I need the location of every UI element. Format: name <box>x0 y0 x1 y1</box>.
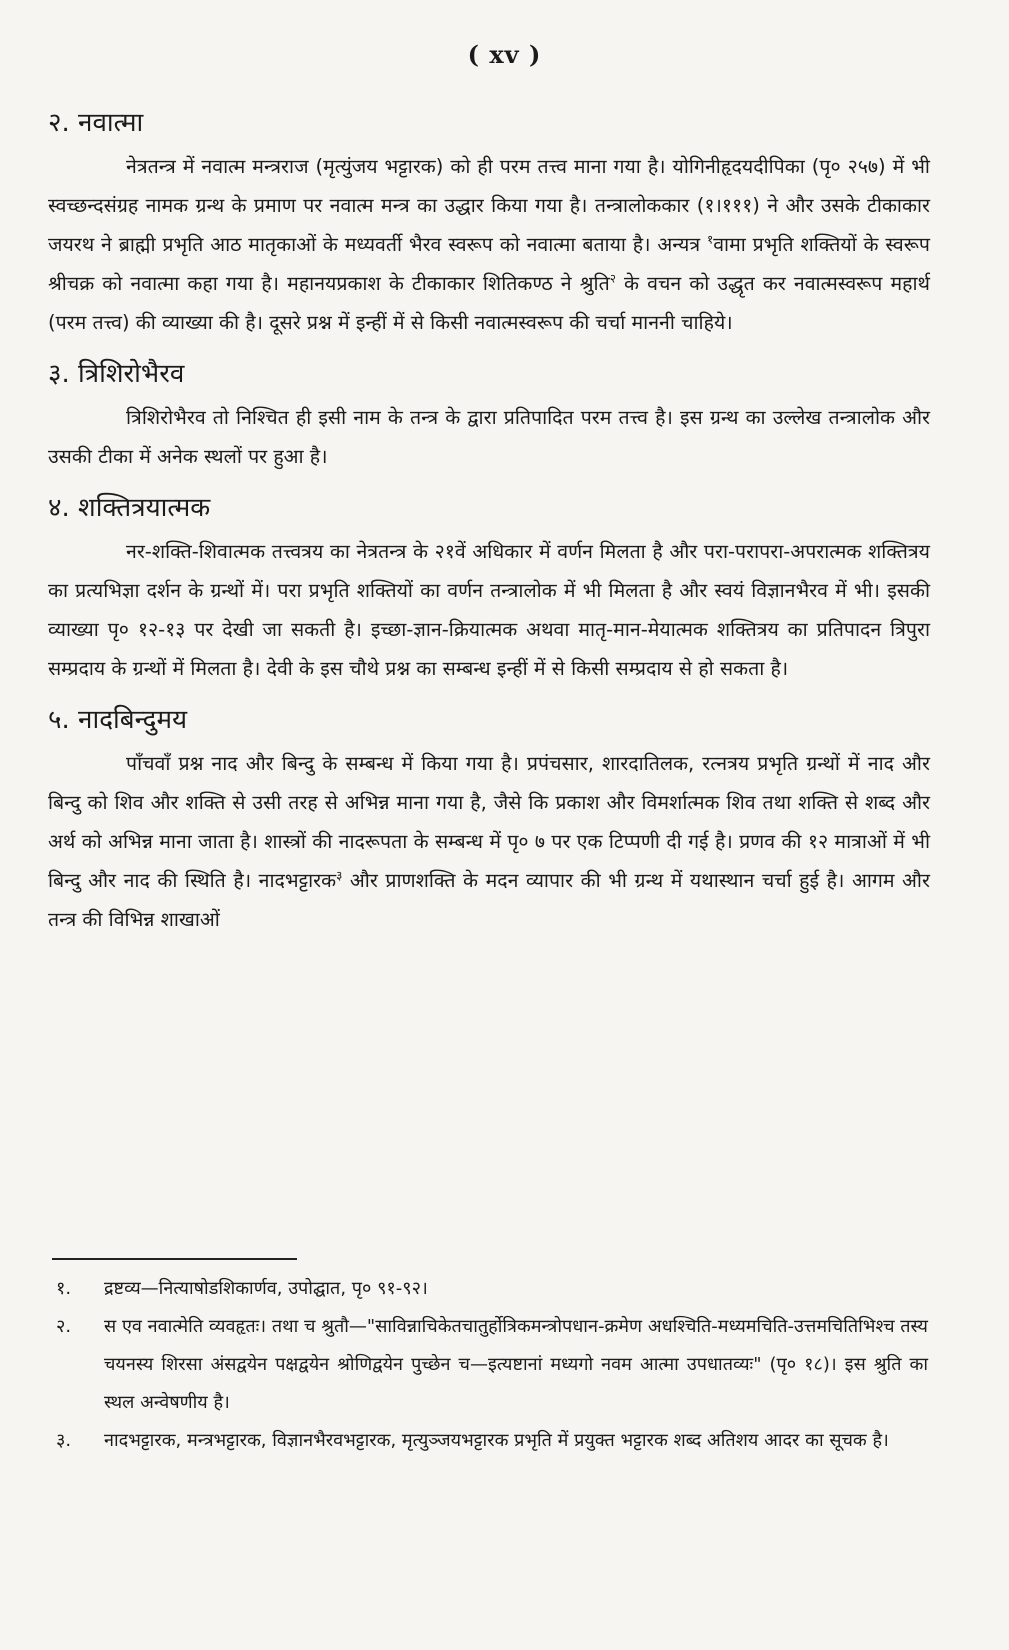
main-content <box>48 105 930 953</box>
paragraph-text: पाँचवाँ प्रश्न नाद और बिन्दु के सम्बन्ध में किया गया है। प्रपंचसार, शारदातिलक, रत्नत्रय प्रभृति ग्रन्थों में नाद और बिन्दु को शिव और शक्ति से उसी तरह से अभिन्न माना गया है, जैसे कि प्रकाश और विमर्शात्मक शिव तथा शक्ति से शब्द और अर्थ को अभिन्न माना जाता है। शास्त्रों की नादरूपता के सम्बन्ध में पृ० ७ पर एक टिप्पणी दी गई है। प्रणव की १२ मात्राओं में भी बिन्दु और नाद की स्थिति है। नादभट्टारक <box>48 752 930 892</box>
footnote-divider <box>52 1258 297 1260</box>
section-shaktitrayatmaka <box>48 490 930 688</box>
page-number: ( xv ) <box>467 40 542 69</box>
section-trishirobhairava <box>48 356 930 476</box>
paragraph <box>48 744 930 939</box>
footnote-text: स एव नवात्मेति व्यवहृतः। तथा च श्रुतौ—"साविन्नाचिकेतचातुर्होत्रिकमन्त्रोपधान-क्रमेण अधश्चिति-मध्यमचिति-उत्तमचितिभिश्च तस्य चयनस्य शिरसा अंसद्वयेन पक्षद्वयेन श्रोणिद्वयेन पुच्छेन च—इत्यष्टानां मध्यगो नवम आत्मा उपधातव्यः" (पृ० १८)। इस श्रुति का स्थल अन्वेषणीय है। <box>104 1316 928 1413</box>
paragraph-text: वामा प्रभृति शक्तियों के स्वरूप श्रीचक्र को नवात्मा कहा गया है। महानयप्रकाश के टीकाकार शितिकण्ठ ने श्रुति <box>48 233 930 295</box>
paragraph: त्रिशिरोभैरव तो निश्चित ही इसी नाम के तन्त्र के द्वारा प्रतिपादित परम तत्त्व है। इस ग्रन्थ का उल्लेख तन्त्रालोक और उसकी टीका में अनेक स्थलों पर हुआ है। <box>48 406 930 468</box>
footnote-marker: १ <box>706 232 714 247</box>
footnote-marker: २ <box>609 271 616 286</box>
footnote <box>56 1422 928 1460</box>
section-heading: ३. त्रिशिरोभैरव <box>48 359 185 389</box>
paragraph-text: नेत्रतन्त्र में नवात्म मन्त्रराज (मृत्युंजय भट्टारक) को ही परम तत्त्व माना गया है। योगिनीहृदयदीपिका (पृ० २५७) में भी स्वच्छन्दसंग्रह नामक ग्रन्थ के प्रमाण पर नवात्म मन्त्र का उद्धार किया गया है। तन्त्रालोककार (१।१११) ने और उसके टीकाकार जयरथ ने ब्राह्मी प्रभृति आठ मातृकाओं के मध्यवर्ती भैरव स्वरूप को नवात्मा बताया है। अन्यत्र <box>48 155 930 256</box>
section-nadabindumaya <box>48 702 930 939</box>
footnote <box>56 1270 928 1308</box>
footnote-text: द्रष्टव्य—नित्याषोडशिकार्णव, उपोद्घात, पृ० ९१-९२। <box>104 1278 428 1299</box>
footnote-number: ३. <box>56 1430 72 1451</box>
paragraph-text: और प्राणशक्ति के मदन व्यापार की भी ग्रन्थ में यथास्थान चर्चा हुई है। आगम और तन्त्र की विभिन्न शाखाओं <box>48 869 930 931</box>
paragraph-text: के वचन को उद्धृत कर नवात्मस्वरूप महार्थ (परम तत्त्व) की व्याख्या की है। दूसरे प्रश्न में इन्हीं में से किसी नवात्मस्वरूप की चर्चा माननी चाहिये। <box>48 272 931 334</box>
section-navatma <box>48 105 930 342</box>
footnotes <box>56 1270 928 1460</box>
section-heading: २. नवात्मा <box>48 108 144 138</box>
footnote <box>56 1308 928 1422</box>
section-heading: ४. शक्तित्रयात्मक <box>48 493 211 523</box>
footnote-marker: ३ <box>336 868 343 883</box>
footnote-number: २. <box>56 1316 72 1337</box>
section-heading: ५. नादबिन्दुमय <box>48 705 188 735</box>
paragraph <box>48 147 930 342</box>
footnote-text: नादभट्टारक, मन्त्रभट्टारक, विज्ञानभैरवभट्टारक, मृत्युञ्जयभट्टारक प्रभृति में प्रयुक्त भट्टारक शब्द अतिशय आदर का सूचक है। <box>104 1430 889 1451</box>
paragraph: नर-शक्ति-शिवात्मक तत्त्वत्रय का नेत्रतन्त्र के २१वें अधिकार में वर्णन मिलता है और परा-परापरा-अपरात्मक शक्तित्रय का प्रत्यभिज्ञा दर्शन के ग्रन्थों में। परा प्रभृति शक्तियों का वर्णन तन्त्रालोक में भी मिलता है और स्वयं विज्ञानभैरव में भी। इसकी व्याख्या पृ० १२-१३ पर देखी जा सकती है। इच्छा-ज्ञान-क्रियात्मक अथवा मातृ-मान-मेयात्मक शक्तित्रय का प्रतिपादन त्रिपुरा सम्प्रदाय के ग्रन्थों में मिलता है। देवी के इस चौथे प्रश्न का सम्बन्ध इन्हीं में से किसी सम्प्रदाय से हो सकता है। <box>48 540 930 680</box>
footnote-number: १. <box>56 1278 72 1299</box>
